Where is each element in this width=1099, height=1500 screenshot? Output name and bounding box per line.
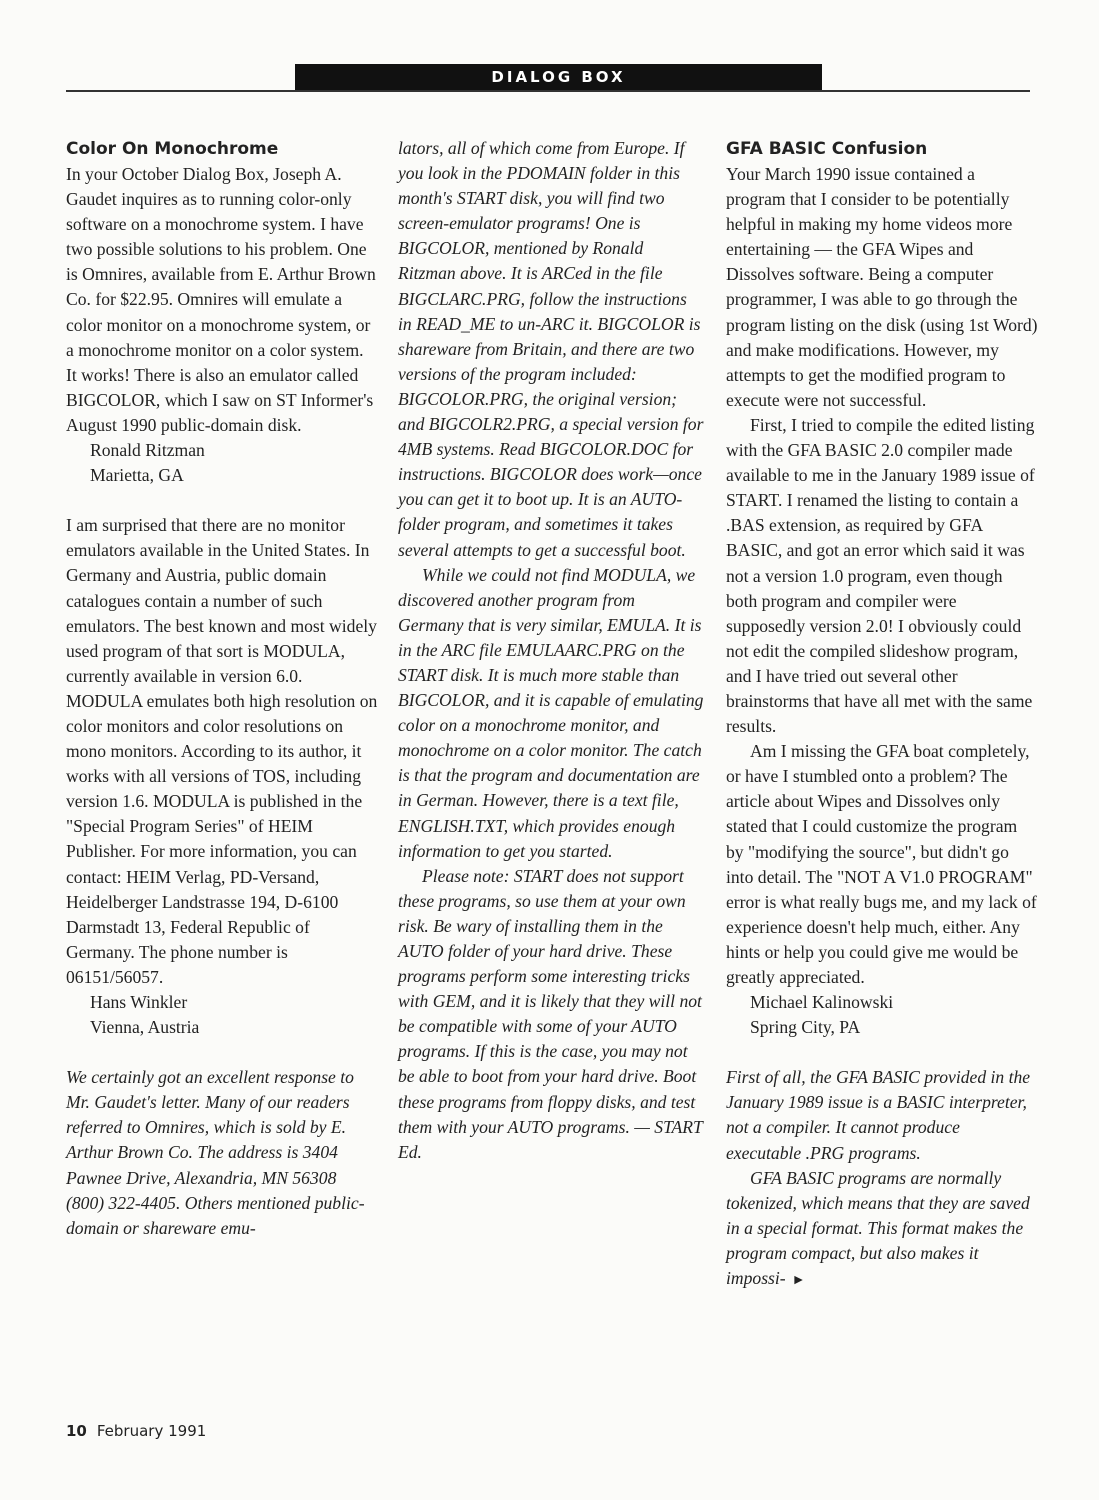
header-rule	[66, 90, 1030, 92]
column-3	[726, 136, 1038, 1293]
headline-color-on-monochrome: Color On Monochrome	[66, 139, 279, 159]
page-number: 10	[66, 1422, 87, 1440]
column-1	[66, 136, 378, 1241]
letter-paragraph: First, I tried to compile the edited listing with the GFA BASIC 2.0 compiler made available to me in the January 1989 issue of START. I renamed the listing to contain a .BAS extension, as required by GFA BASIC, and got an error which said it was not a version 1.0 program, even though both program and compiler were supposedly version 2.0! I obviously could not edit the compiled slideshow program, and I have tried out several other brainstorms that have all met with the same results.	[726, 414, 1035, 737]
continue-arrow-icon: ►	[791, 1273, 806, 1289]
letter-winkler: I am surprised that there are no monitor emulators available in the United States. In Germany and Austria, public domain catalogues contain a number of such emulators. The best known and most widely used program of that sort is MODULA, currently available in version 6.0. MODULA emulates both high resolution on color monitors and color resolutions on mono monitors. According to its author, it works with all versions of TOS, including version 1.6. MODULA is published in the "Special Program Series" of HEIM Publisher. For more information, you can contact: HEIM Verlag, PD-Versand, Heidelberger Landstrasse 194, D-6100 Darmstadt 13, Federal Republic of Germany. The phone number is 06151/56057.	[66, 515, 378, 987]
letter-kalinowski: Your March 1990 issue contained a program that I consider to be potentially helpful in making my home videos more entertaining — the GFA Wipes and Dissolves software. Being a computer programmer, I was able to go through the program listing on the disk (using 1st Word) and make modifications. However, my attempts to get the modified program to execute were not successful.	[726, 164, 1038, 410]
signature-name: Michael Kalinowski	[750, 992, 894, 1013]
signature-place: Vienna, Austria	[90, 1017, 200, 1038]
editor-reply-paragraph	[726, 1166, 1038, 1293]
editor-reply: We certainly got an excellent response to Mr. Gaudet's letter. Many of our readers referred to Omnires, which is sold by E. Arthur Brown Co. The address is 3404 Pawnee Drive, Alexandria, MN 56308 (800) 322-4405. Others mentioned public-domain or shareware emu-	[66, 1067, 365, 1238]
letter-ritzman: In your October Dialog Box, Joseph A. Gaudet inquires as to running color-only software on a monochrome system. I have two possible solutions to his problem. One is Omnires, available from E. Arthur Brown Co. for $22.95. Omnires will emulate a color monitor on a monochrome system, or a monochrome monitor on a color system. It works! There is also an emulator called BIGCOLOR, which I saw on ST Informer's August 1990 public-domain disk.	[66, 164, 376, 435]
signature-name: Hans Winkler	[90, 992, 188, 1012]
section-header: DIALOG BOX	[295, 64, 822, 90]
signature-name: Ronald Ritzman	[90, 440, 205, 461]
signature-place: Marietta, GA	[90, 465, 184, 486]
issue-date: February 1991	[96, 1422, 207, 1440]
editor-reply-text: GFA BASIC programs are normally tokenized, which means that they are saved in a special format. This format makes the program compact, but also makes it impossi-	[726, 1167, 1030, 1289]
letter-paragraph: Am I missing the GFA boat completely, or have I stumbled onto a problem? The article about Wipes and Dissolves only stated that I could customize the program by "modifying the source", but didn't go into detail. The "NOT A V1.0 PROGRAM" error is what really bugs me, and my lack of experience doesn't help much, either. Any hints or help you could give me would be greatly appreciated.	[726, 741, 1037, 987]
page-footer	[66, 1422, 206, 1440]
editor-reply: First of all, the GFA BASIC provided in the January 1989 issue is a BASIC interpreter, not a compiler. It cannot produce executable .PRG programs.	[726, 1067, 1031, 1163]
editor-reply-continued: lators, all of which come from Europe. If you look in the PDOMAIN folder in this month's START disk, you will find two screen-emulator programs! One is BIGCOLOR, mentioned by Ronald Ritzman above. It is ARCed in the file BIGCLARC.PRG, follow the instructions in READ_ME to un-ARC it. BIGCOLOR is shareware from Britain, and there are two versions of the program included: BIGCOLOR.PRG, the original version; and BIGCOLR2.PRG, a special version for 4MB systems. Read BIGCOLOR.DOC for instructions. BIGCOLOR does work—once you can get it to boot up. It is an AUTO-folder program, and sometimes it takes several attempts to get a successful boot.	[398, 138, 704, 560]
editor-reply-paragraph: Please note: START does not support these programs, so use them at your own risk. Be wary of installing them in the AUTO folder of your hard drive. These programs perform some interesting tricks with GEM, and it is likely that they will not be compatible with some of your AUTO programs. If this is the case, you may not be able to boot from your hard drive. Boot these programs from floppy disks, and test them with your AUTO programs. — START Ed.	[398, 865, 703, 1162]
headline-gfa-basic-confusion: GFA BASIC Confusion	[726, 139, 928, 159]
editor-reply-paragraph: While we could not find MODULA, we discovered another program from Germany that is very similar, EMULA. It is in the ARC file EMULAARC.PRG on the START disk. It is much more stable than BIGCOLOR, and it is capable of emulating color on a monochrome monitor, and monochrome on a color monitor. The catch is that the program and documentation are in German. However, there is a text file, ENGLISH.TXT, which provides enough information to get you started.	[398, 564, 704, 861]
signature-place: Spring City, PA	[750, 1017, 861, 1038]
column-2	[398, 136, 704, 1165]
